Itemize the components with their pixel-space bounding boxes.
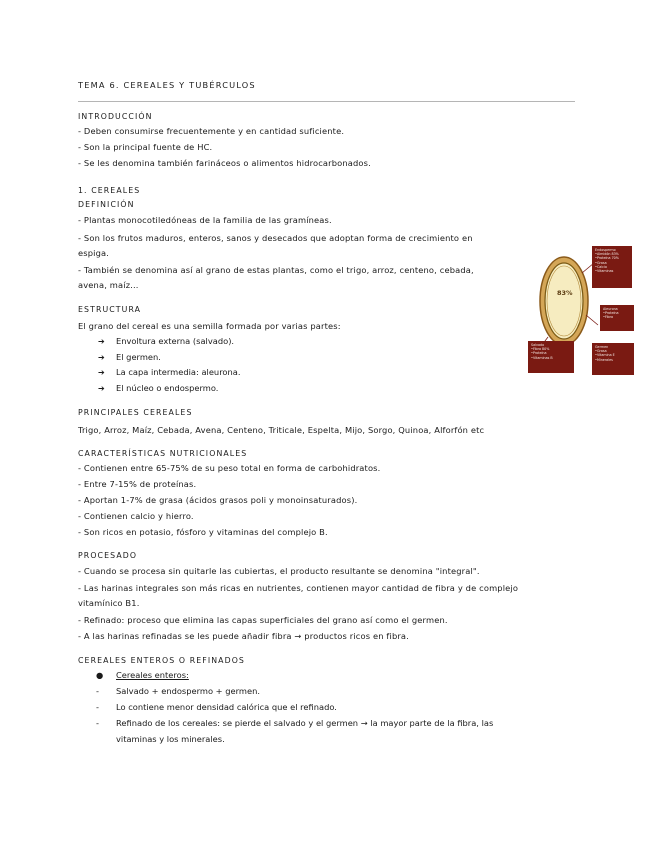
procesado-line: - A las harinas refinadas se les puede añadir fibra → productos ricos en fibra. (78, 631, 409, 641)
grain-diagram (528, 245, 638, 377)
enteros-item: Refinado de los cereales: se pierde el salvado y el germen → la mayor parte de la fibra, las (116, 718, 494, 728)
caracteristicas-line: - Entre 7-15% de proteínas. (78, 479, 197, 489)
dash-marker: - (96, 718, 99, 728)
procesado-line: - Refinado: proceso que elimina las capas superficiales del grano así como el germen. (78, 615, 448, 625)
principales-text: Trigo, Arroz, Maíz, Cebada, Avena, Centeno, Triticale, Espelta, Mijo, Sorgo, Quinoa, Alforfón etc (78, 425, 485, 435)
estructura-item (98, 352, 161, 362)
arrow-right-icon: ➔ (98, 337, 105, 346)
box-line: •Vitaminas (595, 269, 614, 274)
definicion-line: - Plantas monocotiledóneas de la familia de las gramíneas. (78, 215, 332, 225)
arrow-right-icon: ➔ (98, 368, 105, 377)
procesado-line: vitamínico B1. (78, 598, 140, 608)
estructura-item (98, 367, 240, 377)
aleurona-box (600, 305, 634, 331)
box-line: •Proteína (603, 311, 619, 316)
estructura-item (98, 383, 218, 393)
caracteristicas-line: - Aportan 1-7% de grasa (ácidos grasos poli y monoinsaturados). (78, 495, 358, 505)
title-divider (78, 101, 575, 102)
enteros-item: Salvado + endospermo + germen. (116, 686, 260, 696)
box-line: Endospermo (595, 248, 616, 252)
arrow-right-icon: ➔ (98, 384, 105, 393)
endospermo-box (592, 246, 632, 288)
box-line: •Almidón 83% (595, 252, 619, 257)
principales-heading: PRINCIPALES CEREALES (78, 408, 193, 417)
box-line: •Vitaminas B (531, 355, 553, 360)
procesado-heading: PROCESADO (78, 551, 138, 560)
pointer-line (586, 315, 598, 325)
box-line: •Calcio (595, 264, 607, 269)
document-title: TEMA 6. CEREALES Y TUBÉRCULOS (78, 80, 256, 90)
caracteristicas-line: - Contienen entre 65-75% de su peso total en forma de carbohidratos. (78, 463, 381, 473)
definicion-line: - Son los frutos maduros, enteros, sanos y desecados que adoptan forma de crecimiento en (78, 233, 473, 243)
estructura-item-text: El núcleo o endospermo. (116, 383, 219, 393)
box-line: •Proteína 70% (595, 256, 619, 261)
box-line: •Minerales (595, 357, 613, 362)
estructura-intro: El grano del cereal es una semilla formada por varias partes: (78, 321, 341, 331)
arrow-right-icon: ➔ (98, 353, 105, 362)
grain-center-label: 83% (557, 289, 573, 297)
caracteristicas-line: - Contienen calcio y hierro. (78, 511, 194, 521)
box-line: •Vitamina E (595, 353, 615, 358)
box-line: Germen (595, 345, 609, 349)
dash-marker: - (96, 702, 99, 712)
dash-marker: - (96, 686, 99, 696)
procesado-line: - Las harinas integrales son más ricas en nutrientes, contienen mayor cantidad de fibra y de complejo (78, 583, 519, 593)
intro-line: - Son la principal fuente de HC. (78, 142, 213, 152)
estructura-item-text: El germen. (116, 352, 161, 362)
procesado-line: - Cuando se procesa sin quitarle las cubiertas, el producto resultante se denomina "integral". (78, 566, 480, 576)
enteros-bullet: Cereales enteros: (116, 670, 189, 680)
caracteristicas-line: - Son ricos en potasio, fósforo y vitaminas del complejo B. (78, 527, 328, 537)
caracteristicas-heading: CARACTERÍSTICAS NUTRICIONALES (78, 449, 248, 458)
intro-heading: INTRODUCCIÓN (78, 112, 153, 121)
box-line: Aleurona (603, 307, 618, 311)
estructura-item-text: La capa intermedia: aleurona. (116, 367, 241, 377)
box-line: •Fibra 80% (531, 347, 550, 352)
box-line: •Fibra (603, 315, 613, 320)
estructura-item (98, 336, 234, 346)
intro-line: - Se les denomina también farináceos o alimentos hidrocarbonados. (78, 158, 371, 168)
bullet-dot-icon: ● (96, 670, 104, 680)
estructura-item-text: Envoltura externa (salvado). (116, 336, 235, 346)
cereales-heading: 1. CEREALES (78, 186, 141, 195)
salvado-box (528, 341, 574, 373)
enteros-item: vitaminas y los minerales. (116, 734, 225, 744)
intro-line: - Deben consumirse frecuentemente y en cantidad suficiente. (78, 126, 345, 136)
enteros-heading: CEREALES ENTEROS O REFINADOS (78, 656, 245, 665)
definicion-line: espiga. (78, 248, 110, 258)
enteros-item: Lo contiene menor densidad calórica que el refinado. (116, 702, 337, 712)
grain-inner (545, 263, 583, 339)
definicion-line: - También se denomina así al grano de estas plantas, como el trigo, arroz, centeno, cebada, (78, 265, 474, 275)
box-line: Salvado (531, 343, 545, 347)
definicion-line: avena, maíz... (78, 280, 139, 290)
germen-box (592, 343, 634, 375)
estructura-heading: ESTRUCTURA (78, 305, 142, 314)
box-line: •Proteína (531, 351, 547, 356)
box-line: •Grasa (595, 260, 607, 265)
definicion-heading: DEFINICIÓN (78, 200, 135, 209)
box-line: •Grasa (595, 349, 607, 354)
